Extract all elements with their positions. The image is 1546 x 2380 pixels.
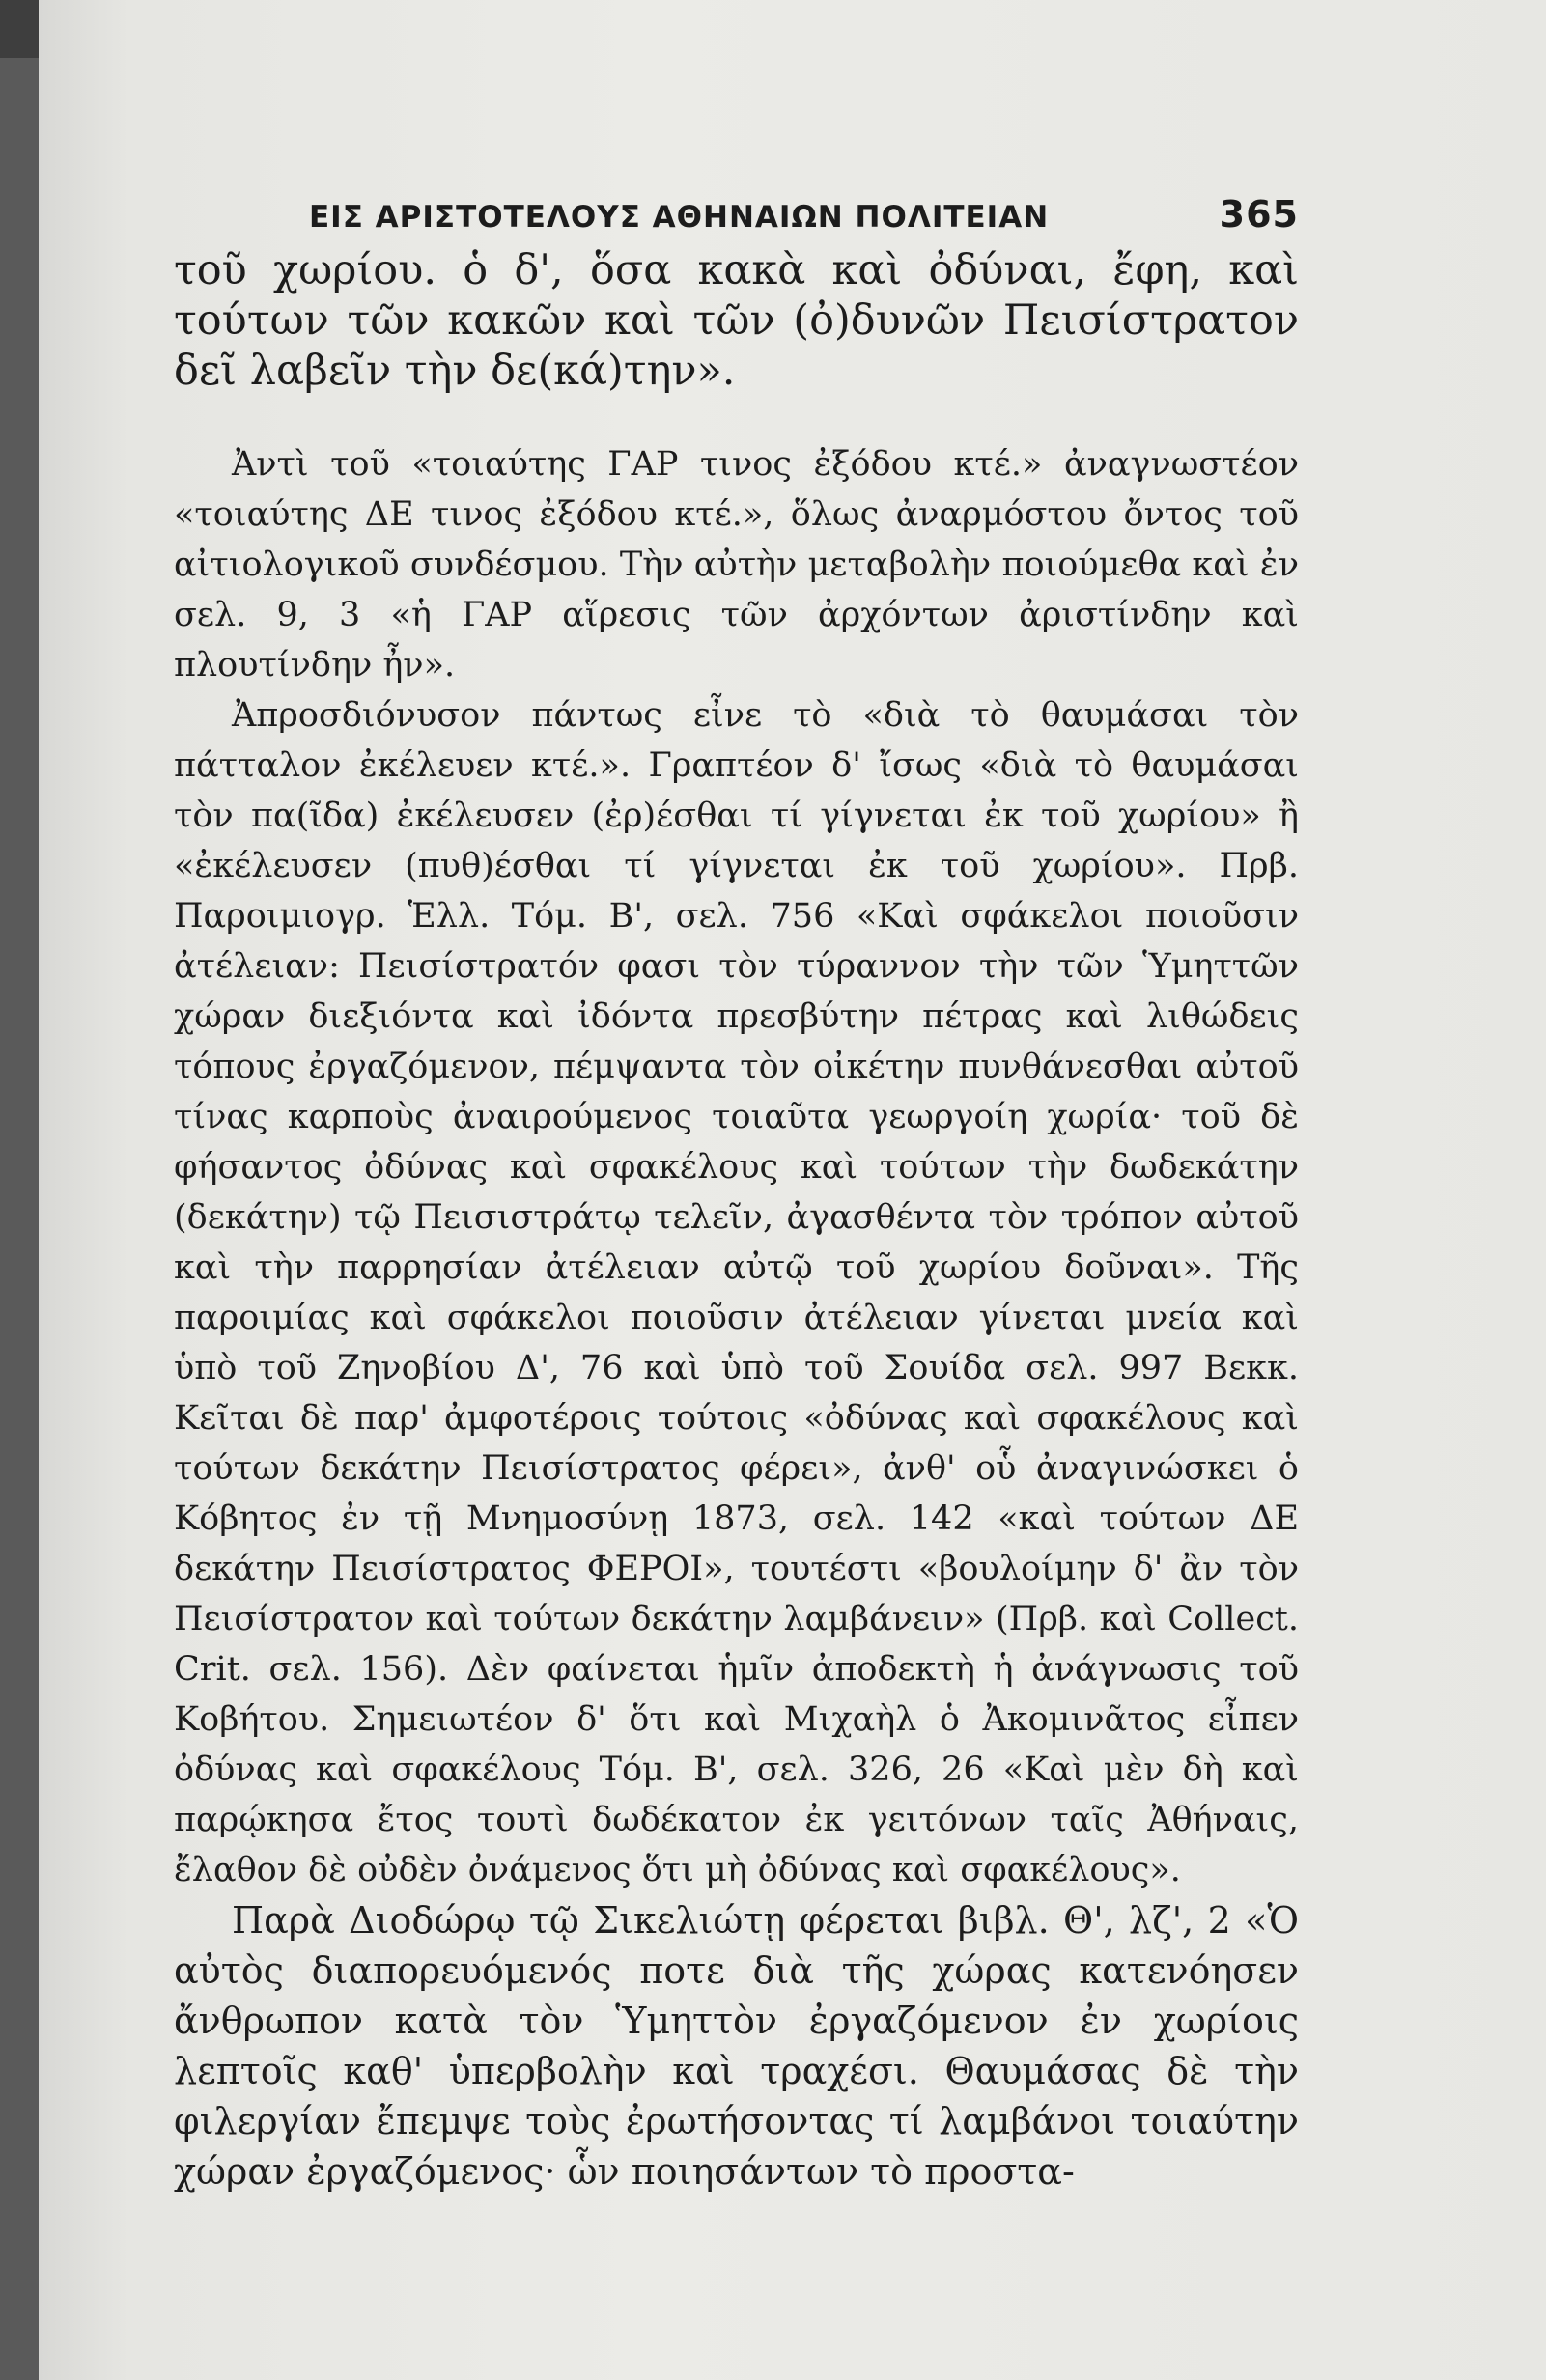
- commentary: [174, 439, 1299, 2197]
- note-paragraph: Ἀπροσδιόνυσον πάντως εἶνε τὸ «διὰ τὸ θαυμάσαι τὸν πάτταλον ἐκέλευεν κτέ.». Γραπτέον δ' ἴσως «διὰ τὸ θαυμάσαι τὸν πα(ῖδα) ἐκέλευσεν (ἐρ)έσθαι τί γίγνεται ἐκ τοῦ χωρίου» ἢ «ἐκέλευσεν (πυθ)έσθαι τί γίγνεται ἐκ τοῦ χωρίου». Πρβ. Παροιμιογρ. Ἑλλ. Τόμ. Β', σελ. 756 «Καὶ σφάκελοι ποιοῦσιν ἀτέλειαν: Πεισίστρατόν φασι τὸν τύραννον τὴν τῶν Ὑμηττῶν χώραν διεξιόντα καὶ ἰδόντα πρεσβύτην πέτρας καὶ λιθώδεις τόπους ἐργαζόμενον, πέμψαντα τὸν οἰκέτην πυνθάνεσθαι αὐτοῦ τίνας καρποὺς ἀναιρούμενος τοιαῦτα γεωργοίη χωρία· τοῦ δὲ φήσαντος ὀδύνας καὶ σφακέλους καὶ τούτων τὴν δωδεκάτην (δεκάτην) τῷ Πεισιστράτῳ τελεῖν, ἀγασθέντα τὸν τρόπον αὐτοῦ καὶ τὴν παρρησίαν ἀτέλειαν αὐτῷ τοῦ χωρίου δοῦναι». Τῆς παροιμίας καὶ σφάκελοι ποιοῦσιν ἀτέλειαν γίνεται μνεία καὶ ὑπὸ τοῦ Ζηνοβίου Δ', 76 καὶ ὑπὸ τοῦ Σουίδα σελ. 997 Βεκκ. Κεῖται δὲ παρ' ἀμφοτέροις τούτοις «ὀδύνας καὶ σφακέλους καὶ τούτων δεκάτην Πεισίστρατος φέρει», ἀνθ' οὗ ἀναγινώσκει ὁ Κόβητος ἐν τῇ Μνημοσύνῃ 1873, σελ. 142 «καὶ τούτων ΔΕ δεκάτην Πεισίστρατος ΦΕΡΟΙ», τουτέστι «βουλοίμην δ' ἂν τὸν Πεισίστρατον καὶ τούτων δεκάτην λαμβάνειν» (Πρβ. καὶ Collect. Crit. σελ. 156). Δὲν φαίνεται ἡμῖν ἀποδεκτὴ ἡ ἀνάγνωσις τοῦ Κοβήτου. Σημειωτέον δ' ὅτι καὶ Μιχαὴλ ὁ Ἀκομινᾶτος εἶπεν ὀδύνας καὶ σφακέλους Τόμ. Β', σελ. 326, 26 «Καὶ μὲν δὴ καὶ παρῴκησα ἔτος τουτὶ δωδέκατον ἐκ γειτόνων ταῖς Ἀθήναις, ἔλαθον δὲ οὐδὲν ὀνάμενος ὅτι μὴ ὀδύνας καὶ σφακέλους».: [174, 696, 1299, 1890]
- note-paragraph: Ἀντὶ τοῦ «τοιαύτης ΓΑΡ τινος ἐξόδου κτέ.» ἀναγνωστέον «τοιαύτης ΔΕ τινος ἐξόδου κτέ.», ὅλως ἀναρμόστου ὄντος τοῦ αἰτιολογικοῦ συνδέσμου. Τὴν αὐτὴν μεταβολὴν ποιούμεθα καὶ ἐν σελ. 9, 3 «ἡ ΓΑΡ αἵρεσις τῶν ἀρχόντων ἀριστίνδην καὶ πλουτίνδην ἦν».: [174, 445, 1299, 685]
- running-title: ΕΙΣ ΑΡΙΣΤΟΤΕΛΟΥΣ ΑΘΗΝΑΙΩΝ ΠΟΛΙΤΕΙΑΝ: [309, 200, 1050, 235]
- main-text: τοῦ χωρίου. ὁ δ', ὅσα κακὰ καὶ ὀδύναι, ἔφη, καὶ τούτων τῶν κακῶν καὶ τῶν (ὀ)δυνῶν Πεισίστρατον δεῖ λαβεῖν τὴν δε(κά)την».: [174, 246, 1299, 395]
- note-paragraph: Παρὰ Διοδώρῳ τῷ Σικελιώτῃ φέρεται βιβλ. Θ', λζ', 2 «Ὁ αὐτὸς διαπορευόμενός ποτε διὰ τῆς χώρας κατενόησεν ἄνθρωπον κατὰ τὸν Ὑμηττὸν ἐργαζόμενον ἐν χωρίοις λεπτοῖς καθ' ὑπερβολὴν καὶ τραχέσι. Θαυμάσας δὲ τὴν φιλεργίαν ἔπεμψε τοὺς ἐρωτήσοντας τί λαμβάνοι τοιαύτην χώραν ἐργαζόμενος· ὧν ποιησάντων τὸ προστα-: [174, 1899, 1299, 2193]
- running-header: [174, 193, 1299, 236]
- page-content: [174, 193, 1299, 2197]
- page-number: 365: [1219, 193, 1299, 236]
- book-page: [39, 0, 1546, 2380]
